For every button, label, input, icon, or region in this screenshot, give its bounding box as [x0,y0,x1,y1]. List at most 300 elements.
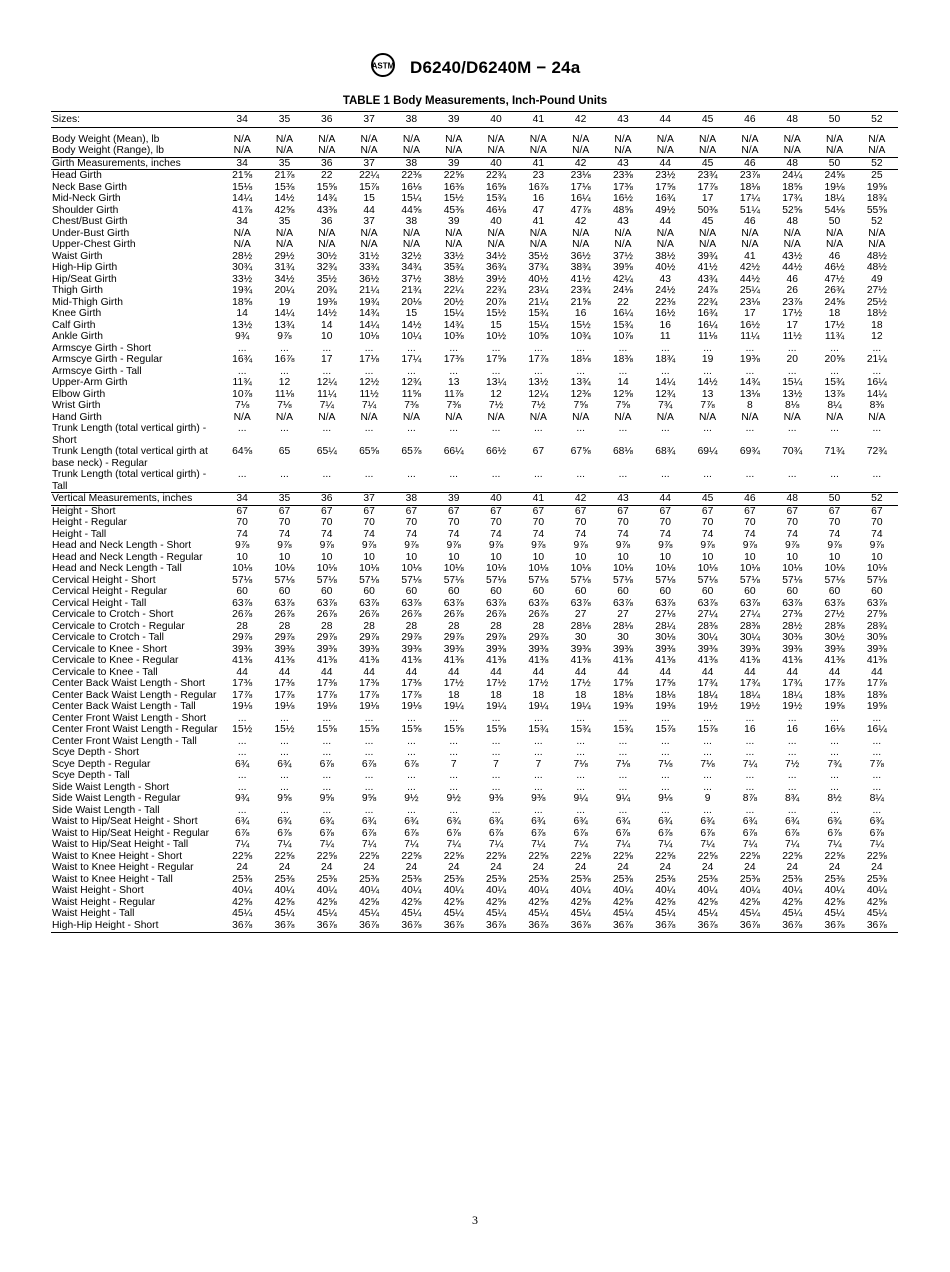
table-cell: 9½ [446,793,461,804]
table-cell: 16 [786,724,798,735]
table-cell: 6⅞ [827,827,842,839]
table-cell: N/A [783,239,801,250]
table-cell: ... [364,342,374,354]
table-cell: 40½ [528,273,549,285]
table-cell: N/A [275,239,294,250]
table-cell: 25⅜ [612,873,633,885]
table-cell: ... [576,735,585,747]
table-cell: 22⅝ [401,850,422,862]
table-cell: 74 [828,528,841,540]
table-cell: 26⅞ [232,609,253,620]
table-cell: 74 [786,528,798,540]
table-cell: 39⅜ [274,643,295,655]
row-label: Calf Girth [52,319,96,331]
table-cell: 36⅞ [729,920,771,933]
table-cell: ... [534,469,543,480]
table-cell: 7¼ [573,839,588,850]
table-cell: 17⅝ [486,354,507,365]
table-cell: 17⅜ [359,678,380,689]
table-cell: N/A [699,145,717,156]
row-label: Center Front Waist Length - Tall [52,735,197,747]
table-cell: 14½ [316,308,337,319]
table-cell: ... [618,804,628,816]
table-cell: 41⅜ [274,655,295,666]
row-label: Thigh Girth [52,285,103,296]
table-cell: 14½ [274,193,295,204]
table-cell: 45¼ [739,908,760,919]
table-cell: 39 [447,216,460,227]
row-label: Trunk Length (total vertical girth at base neck) - Regular [52,446,208,469]
table-cell: 10 [278,551,291,563]
table-row [51,216,898,228]
table-cell: ... [703,469,712,480]
table-cell: 42⅝ [232,896,253,908]
row-label: Waist to Hip/Seat Height - Tall [52,839,189,850]
table-cell: 10⅛ [612,563,633,574]
table-cell: 30¾ [232,262,253,273]
table-cell: N/A [825,411,844,423]
table-row [51,469,898,493]
table-cell: N/A [318,133,336,145]
table-cell: ... [830,712,839,724]
table-cell: 28 [278,620,291,632]
table-cell: 67 [617,505,629,517]
table-cell: ... [830,804,839,816]
table-cell: 20⅞ [486,296,507,308]
table-cell: 24 [363,862,375,873]
table-cell: N/A [741,145,759,156]
table-cell: ... [449,804,459,816]
row-label: Cervicale to Crotch - Short [52,609,174,620]
table-cell: 30⅛ [655,632,676,643]
table-cell: 17½ [570,678,591,689]
table-cell: N/A [529,133,547,145]
table-cell: ... [449,747,459,758]
table-cell: ... [491,469,501,480]
table-cell: 65 [278,446,291,457]
table-cell: 67 [701,505,714,517]
table-cell: 15⅝ [316,724,337,735]
table-cell: ... [364,469,374,480]
table-row [51,320,898,332]
table-cell: 44 [447,666,460,678]
table-row [51,793,898,805]
row-label: Cervicale to Knee - Tall [52,666,158,678]
table-cell: 13⅞ [824,388,845,400]
table-cell: 35¾ [443,262,464,273]
table-cell: 24 [744,862,756,873]
table-cell: ... [660,365,670,377]
table-cell: ... [660,735,670,747]
table-cell: 14¼ [655,377,676,388]
table-cell: 41⅜ [486,655,507,666]
table-cell: N/A [360,227,378,239]
table-row [51,632,898,644]
table-cell: 68¾ [655,446,676,457]
table-cell: 41 [744,250,756,262]
table-cell: 9⅜ [531,793,546,804]
table-cell: N/A [699,239,717,250]
table-cell: 70 [490,517,502,528]
table-cell: 10½ [486,331,507,342]
table-cell: 9⅞ [404,540,419,551]
row-label: High-Hip Height - Short [51,920,221,933]
table-cell: 9⅞ [615,540,631,551]
table-cell: ... [703,342,712,354]
table-cell: 67 [363,505,375,517]
table-cell: 22 [321,170,333,181]
table-cell: N/A [233,411,251,423]
table-cell: 67 [532,505,545,517]
table-cell: ... [703,423,712,434]
table-cell: 45 [686,157,728,170]
table-cell: 15⅝ [443,724,464,735]
table-cell: 11½ [359,388,379,400]
table-cell: 15 [405,308,418,319]
table-cell: 6⅞ [361,758,377,770]
table-cell: 40¼ [232,885,253,896]
table-cell: 57⅛ [359,574,380,586]
table-cell: 15¾ [528,308,549,319]
table-cell: 52 [856,157,898,170]
table-cell: 8¼ [869,793,884,804]
table-cell: 15⅝ [359,724,380,735]
table-cell: ... [449,781,459,793]
table-cell: N/A [275,411,294,423]
table-cell: 63⅞ [612,597,633,609]
table-cell: ... [830,365,839,377]
table-cell: 9¾ [234,331,250,342]
table-cell: 37 [348,493,390,506]
row-label: Scye Depth - Regular [52,758,151,770]
table-cell: 29⅞ [401,632,422,643]
table-cell: ... [576,712,585,724]
table-cell: N/A [487,411,505,423]
table-cell: 24 [701,862,714,873]
table-cell: ... [449,469,459,480]
table-cell: 6⅞ [700,827,715,839]
table-cell: 7¼ [827,839,842,850]
table-cell: 17⅜ [401,678,422,689]
table-cell: ... [576,469,585,480]
table-cell: 43½ [782,250,803,262]
table-cell: 40¼ [655,885,676,896]
table-cell: 36 [306,112,348,128]
table-cell: ... [745,770,755,781]
table-cell: 46⅛ [486,204,507,216]
table-cell: 44 [405,666,418,678]
table-cell: ... [237,770,247,781]
table-cell: 57⅛ [274,574,295,586]
table-cell: 24 [828,862,841,873]
table-row [51,205,898,217]
table-cell: 16⅞ [274,354,295,365]
table-cell: 28 [447,620,460,632]
row-label: Scye Depth - Short [52,747,139,758]
table-cell: 6⅞ [531,827,546,839]
table-cell: 10⅛ [866,563,887,574]
table-cell: 44 [363,666,375,678]
table-cell: 57⅛ [486,574,507,586]
table-cell: 17 [786,319,798,331]
table-cell: ... [703,804,712,816]
table-cell: ... [534,342,543,354]
table-cell: 7½ [531,400,546,411]
table-cell: 45 [686,493,728,506]
table-cell: 57⅛ [612,574,633,586]
table-cell: 39⅜ [528,643,549,655]
table-cell: 40¼ [316,885,337,896]
table-cell: 10⅛ [359,331,380,342]
table-cell: 22⅝ [612,850,633,862]
table-cell: 50 [813,493,855,506]
table-cell: 18¼ [824,193,845,204]
row-label: Armscye Girth - Short [52,342,151,354]
table-cell: N/A [318,411,336,423]
table-cell: 15⅜ [274,181,295,193]
table-cell: 21¼ [528,296,549,308]
table-cell: 16¼ [866,724,887,735]
table-cell: 9⅛ [658,793,673,804]
table-cell: 42⅝ [274,204,295,216]
table-cell: 57⅛ [866,574,887,586]
table-cell: 25⅜ [486,873,507,885]
table-cell: 15⅞ [697,724,718,735]
table-cell: ... [322,712,332,724]
table-row [51,505,898,517]
table-cell: 10⅛ [570,563,591,574]
table-cell: 6⅞ [277,827,292,839]
table-cell: 15⅛ [232,181,253,193]
table-cell: 29⅞ [486,632,507,643]
table-cell: 46½ [824,262,845,273]
table-cell: 30⅜ [782,632,803,643]
table-cell: 30½ [824,632,845,643]
table-cell: ... [237,469,247,480]
table-cell: ... [322,423,332,434]
table-cell: 40 [475,112,517,128]
table-cell: 6¾ [404,816,419,827]
table-cell: 7¼ [869,839,884,850]
table-cell: 7¼ [658,839,673,850]
table-cell: 19⅛ [401,701,422,712]
table-cell: 7¼ [404,839,419,850]
table-cell: 22⅝ [824,850,845,862]
table-cell: 70 [701,517,714,528]
table-cell: 36½ [570,250,591,262]
table-cell: 67 [490,505,502,517]
table-cell: 41⅜ [401,655,422,666]
table-cell: 16¼ [612,308,633,319]
table-cell: N/A [487,145,505,156]
table-row [51,446,898,469]
table-cell: 34 [236,216,248,227]
table-cell: 22⅝ [316,850,337,862]
row-label: Head and Neck Length - Tall [52,563,182,574]
table-cell: 66¼ [443,446,464,457]
table-cell: ... [491,781,501,793]
table-cell: 22⅝ [739,850,760,862]
row-label: Body Weight (Range), lb [52,145,164,156]
table-cell: 11¼ [740,331,760,342]
table-cell: 22⅝ [443,170,464,181]
table-cell: 27½ [824,609,845,620]
table-cell: ... [830,423,839,434]
table-row [51,897,898,909]
table-cell: 6⅞ [742,827,758,839]
table-cell: 9⅞ [827,540,842,551]
table-cell: 42½ [739,262,760,273]
table-row [51,862,898,874]
table-cell: 39⅜ [824,643,845,655]
table-cell: 16¾ [232,354,253,365]
table-cell: 36¾ [486,262,507,273]
table-cell: 17⅛ [570,181,591,193]
table-row [51,701,898,713]
table-cell: 23⅛ [739,296,760,308]
table-cell: 7⅛ [700,758,715,770]
table-cell: 7⅛ [573,758,588,770]
table-cell: 70 [828,517,841,528]
table-cell: 19 [278,296,291,308]
table-cell: 13⅛ [739,388,760,400]
table-cell: ... [364,781,374,793]
table-cell: 6¾ [658,816,673,827]
table-cell: 57⅛ [655,574,676,586]
table-cell: 7⅛ [658,758,673,770]
row-label: Waist Height - Regular [52,896,156,908]
table-cell: 45¼ [232,908,253,919]
table-cell: 6¾ [319,816,334,827]
row-label: Shoulder Girth [52,204,119,216]
table-row [51,667,898,679]
table-cell: 9⅞ [742,540,758,551]
table-cell: N/A [783,227,801,239]
table-cell: 67 [828,505,841,517]
row-label: Cervicale to Crotch - Tall [52,632,164,643]
table-cell: ... [407,342,416,354]
table-cell: ... [576,804,585,816]
table-cell: 15⅞ [655,724,676,735]
table-cell: 24 [490,862,502,873]
table-cell: 43⅜ [316,204,337,216]
table-cell: 38 [405,216,418,227]
table-cell: 19⅛ [359,701,380,712]
table-cell: 28⅛ [570,620,591,632]
table-cell: ... [237,781,247,793]
table-cell: 16¼ [697,319,718,331]
table-cell: 10⅞ [232,388,253,400]
table-cell: N/A [445,227,463,239]
table-cell: N/A [487,227,505,239]
table-cell: 33½ [443,250,464,262]
row-label: Cervical Height - Regular [52,586,168,597]
astm-logo-icon [370,52,400,83]
table-cell: 9⅞ [531,540,546,551]
table-cell: 19⅛ [232,701,253,712]
table-cell: 44½ [739,273,760,285]
table-cell: 9⅞ [277,540,292,551]
table-cell: 67 [447,505,460,517]
table-cell: 65⅝ [359,446,380,457]
table-cell: ... [491,747,501,758]
table-cell: 24 [278,862,291,873]
table-cell: 19⅛ [824,181,845,193]
row-label: Body Weight (Mean), lb [52,133,160,145]
row-label: Cervicale to Knee - Regular [52,655,179,666]
table-cell: 60 [701,586,714,597]
table-cell: 16⅝ [486,181,507,193]
table-cell: 9⅝ [361,793,377,804]
table-cell: 29⅞ [316,632,337,643]
table-cell: ... [322,781,332,793]
table-cell: 31¾ [274,262,295,273]
table-cell: 18⅝ [782,181,803,193]
table-cell: 41⅜ [232,655,253,666]
body-measurements-table-container [51,111,898,933]
table-cell: 39 [433,112,475,128]
row-label: Height - Tall [52,528,107,540]
table-cell: 18¾ [866,193,887,204]
table-cell: 7¼ [277,839,292,850]
table-cell: 13½ [782,388,803,400]
table-row [51,343,898,355]
table-cell: 42⅝ [782,896,803,908]
table-cell: 8¾ [785,793,800,804]
table-cell: 41⅜ [443,655,464,666]
table-cell: 23¾ [697,170,718,181]
table-cell: 7¼ [785,839,800,850]
table-cell: 10 [701,551,714,563]
table-cell: 24⅞ [697,285,718,296]
table-cell: 12¼ [528,388,549,400]
table-cell: 17⅞ [316,689,337,701]
table-cell: 6¾ [573,816,588,827]
table-cell: 64⅝ [232,446,253,457]
table-row [51,724,898,736]
table-cell: 12¼ [316,377,337,388]
table-cell: 15¾ [486,193,507,204]
table-cell: N/A [318,145,336,156]
table-cell: 12¾ [401,377,422,388]
table-cell: ... [618,781,628,793]
table-cell: 36⅞ [263,920,305,933]
table-cell: 67 [786,505,798,517]
table-cell: 14 [617,377,629,388]
table-cell: 36⅞ [306,920,348,933]
table-cell: 28 [321,620,333,632]
table-cell: ... [787,735,797,747]
table-cell: ... [872,770,882,781]
table-cell: 6⅞ [319,758,334,770]
table-cell: 44 [786,666,798,678]
table-cell: 40¼ [824,885,845,896]
table-cell: 74 [405,528,418,540]
table-cell: ... [660,469,670,480]
table-cell: 7¼ [700,839,715,850]
table-cell: ... [364,747,374,758]
table-cell: 44 [701,666,714,678]
table-cell: 22⅝ [443,850,464,862]
table-cell: 42 [560,112,602,128]
table-cell: N/A [868,227,886,239]
table-cell: 20¼ [274,285,295,296]
table-cell: ... [787,342,797,354]
table-cell: 42⅝ [612,896,633,908]
row-label: Waist to Hip/Seat Height - Short [52,816,198,827]
table-cell: 40¼ [486,885,507,896]
table-cell: 60 [871,586,883,597]
